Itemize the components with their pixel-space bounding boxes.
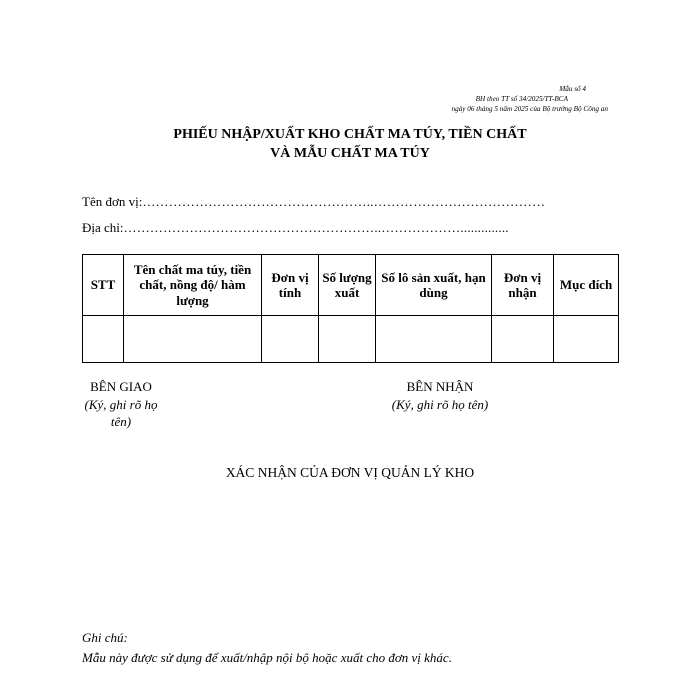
giver-role: BÊN GIAO: [90, 379, 152, 394]
form-number-block: [348, 84, 608, 114]
note-label: Ghi chú:: [82, 630, 128, 645]
document-title-line1: PHIẾU NHẬP/XUẤT KHO CHẤT MA TÚY, TIỀN CHẤT: [173, 127, 527, 142]
table-row: [83, 316, 619, 363]
goods-table: [82, 254, 619, 363]
table-cell: [262, 316, 319, 363]
document-title-line2: VÀ MẪU CHẤT MA TÚY: [270, 146, 430, 161]
giver-hint: (Ký, ghi rõ họ tên): [84, 396, 158, 429]
warehouse-confirmation-heading: XÁC NHẬN CỦA ĐƠN VỊ QUẢN LÝ KHO: [225, 465, 475, 480]
column-header-stt: STT: [83, 255, 124, 316]
table-cell: [83, 316, 124, 363]
unit-name-dots: ……………………………………………..…………………………………: [142, 194, 546, 209]
form-issue-date: ngày 06 tháng 5 năm 2025 của Bộ trưởng Bộ Công an: [451, 105, 608, 113]
address-label: Địa chỉ:: [82, 220, 124, 235]
form-number: Mẫu số 4: [559, 85, 586, 93]
note-block: [82, 628, 642, 668]
table-cell: [124, 316, 262, 363]
address-field: [82, 220, 509, 236]
giver-signature-block: [82, 378, 160, 431]
address-dots: …………………………………………………..………………..............: [123, 220, 509, 235]
unit-name-field: [82, 194, 545, 210]
table-cell: [492, 316, 554, 363]
receiver-signature-block: [340, 378, 540, 413]
document-title: [0, 125, 700, 163]
column-header-unit: Đơn vị tính: [262, 255, 319, 316]
table-cell: [554, 316, 619, 363]
unit-name-label: Tên đơn vị:: [82, 194, 143, 209]
column-header-receiver: Đơn vị nhận: [492, 255, 554, 316]
table-cell: [319, 316, 376, 363]
column-header-substance: Tên chất ma túy, tiền chất, nồng độ/ hàm lượng: [124, 255, 262, 316]
column-header-batch: Số lô sản xuất, hạn dùng: [376, 255, 492, 316]
form-legal-basis: BH theo TT số 34/2025/TT-BCA: [475, 95, 568, 103]
receiver-role: BÊN NHẬN: [406, 379, 474, 394]
column-header-quantity: Số lượng xuất: [319, 255, 376, 316]
note-text: Mẫu này được sử dụng để xuất/nhập nội bộ hoặc xuất cho đơn vị khác.: [82, 650, 452, 665]
column-header-purpose: Mục đích: [554, 255, 619, 316]
receiver-hint: (Ký, ghi rõ họ tên): [391, 396, 489, 412]
table-cell: [376, 316, 492, 363]
table-header-row: [83, 255, 619, 316]
